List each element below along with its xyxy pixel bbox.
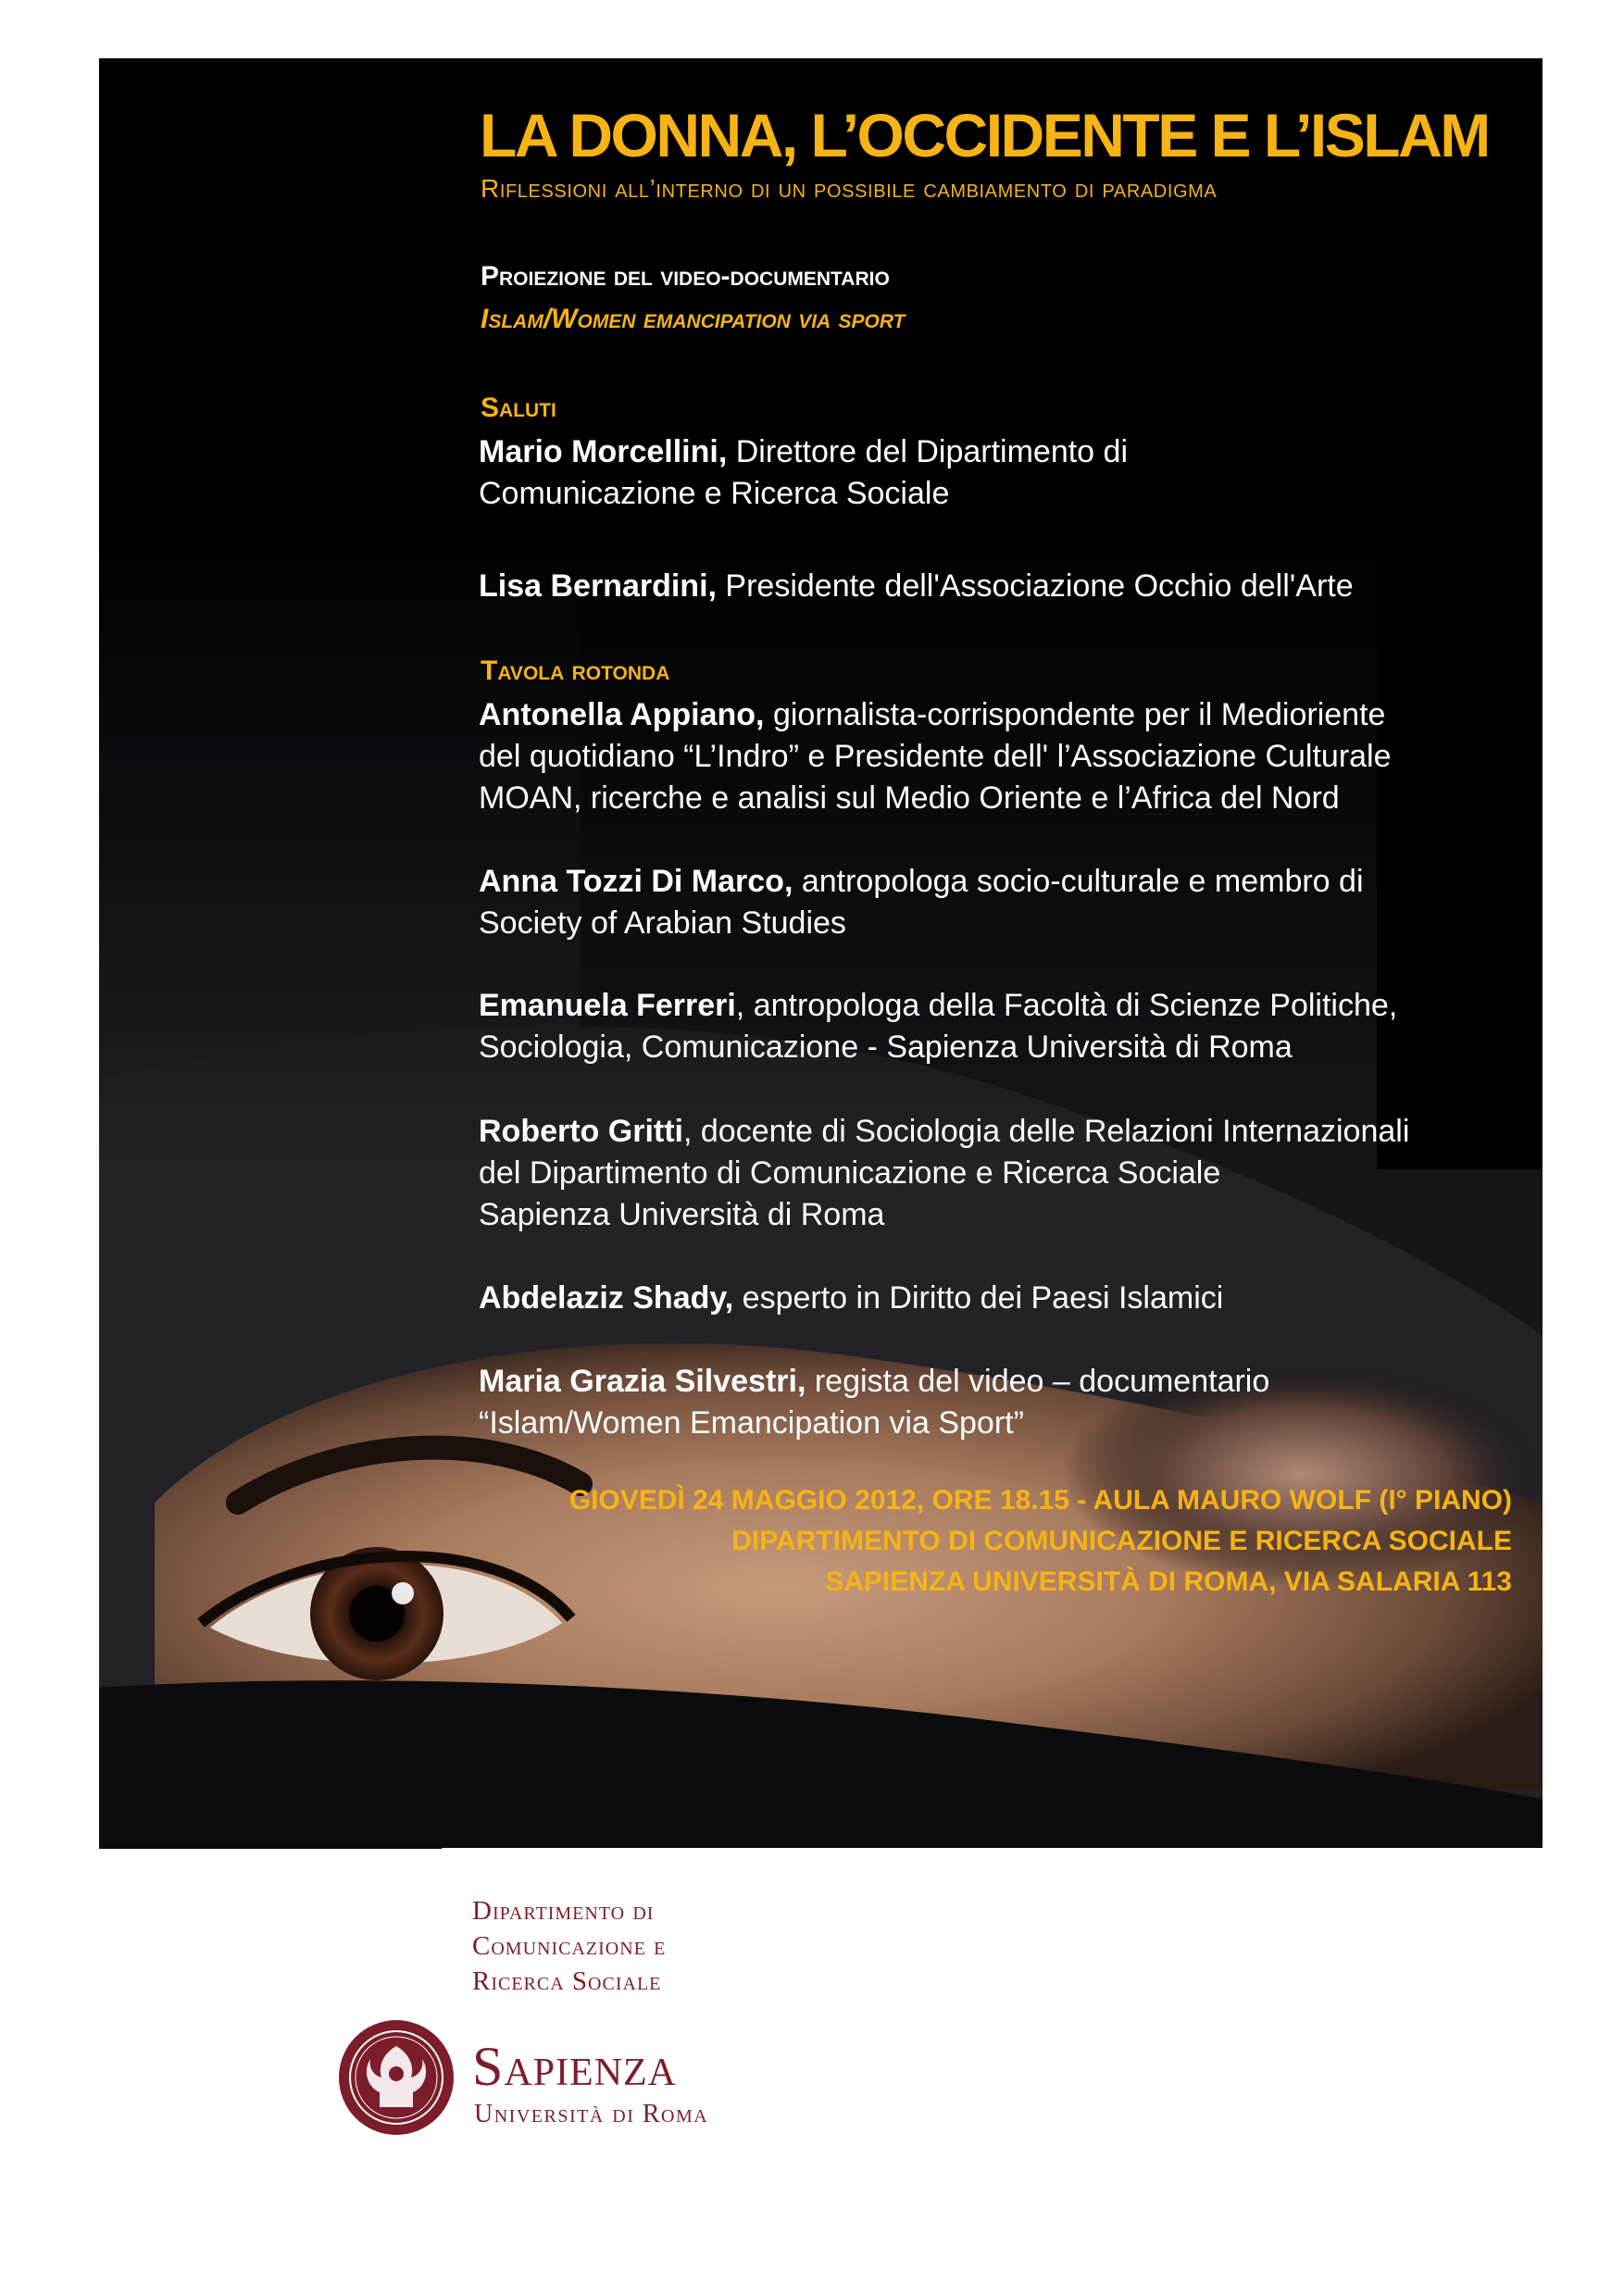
speaker-role: regista del video – documentario	[806, 1364, 1270, 1399]
university-subtitle: Università di Roma	[474, 2100, 709, 2128]
event-address: SAPIENZA UNIVERSITÀ DI ROMA, VIA SALARIA 113	[825, 1566, 1512, 1597]
speaker-role: , docente di Sociologia delle Relazioni Internazionali	[682, 1114, 1410, 1149]
speaker-shady	[479, 1278, 1497, 1319]
speaker-silvestri	[479, 1361, 1497, 1444]
screening-heading: Proiezione del video-documentario	[481, 261, 890, 292]
event-date-time: GIOVEDÌ 24 MAGGIO 2012, ORE 18.15 - AULA MAURO WOLF (I° PIANO)	[568, 1485, 1512, 1516]
tavola-heading: Tavola rotonda	[481, 655, 670, 686]
speaker-name: Abdelaziz Shady,	[479, 1280, 734, 1316]
speaker-role: Sociologia, Comunicazione - Sapienza Università di Roma	[479, 1029, 1293, 1065]
speaker-role: Direttore del Dipartimento di	[727, 434, 1129, 469]
event-venue: DIPARTIMENTO DI COMUNICAZIONE E RICERCA SOCIALE	[731, 1526, 1512, 1556]
speaker-bernardini	[479, 566, 1497, 607]
speaker-role: giornalista-corrispondente per il Medioriente	[764, 697, 1386, 732]
speaker-tozzi	[479, 861, 1497, 944]
speaker-appiano	[479, 694, 1497, 819]
speaker-role: Society of Arabian Studies	[479, 905, 846, 941]
dept-line-1: Dipartimento di	[472, 1896, 655, 1926]
speaker-role: Sapienza Università di Roma	[479, 1197, 885, 1232]
speaker-name: Roberto Gritti	[479, 1114, 683, 1149]
speaker-role: del Dipartimento di Comunicazione e Ricerca Sociale	[479, 1155, 1221, 1191]
dept-line-2: Comunicazione e	[472, 1931, 667, 1961]
dept-line-3: Ricerca Sociale	[472, 1966, 662, 1996]
film-title: Islam/Women emancipation via sport	[481, 304, 906, 334]
speaker-role: del quotidiano “L’Indro” e Presidente dell' l’Associazione Culturale	[479, 739, 1392, 774]
speaker-role: esperto in Diritto dei Paesi Islamici	[733, 1280, 1224, 1316]
speaker-gritti	[479, 1111, 1497, 1236]
speaker-role: Presidente dell'Associazione Occhio dell'Arte	[716, 568, 1354, 604]
poster-title: LA DONNA, L’OCCIDENTE E L’ISLAM	[480, 101, 1489, 169]
speaker-role: “Islam/Women Emancipation via Sport”	[479, 1405, 1024, 1441]
speaker-role: , antropologa della Facoltà di Scienze Politiche,	[735, 988, 1398, 1023]
speaker-ferreri	[479, 985, 1497, 1068]
saluti-heading: Saluti	[481, 393, 556, 423]
sapienza-seal-icon	[337, 2018, 456, 2137]
speaker-name: Mario Morcellini,	[479, 434, 728, 469]
speaker-name: Anna Tozzi Di Marco,	[479, 864, 793, 899]
speaker-name: Emanuela Ferreri	[479, 988, 736, 1023]
poster-subtitle: Riflessioni all’interno di un possibile cambiamento di paradigma	[481, 174, 1218, 203]
speaker-morcellini	[479, 431, 1497, 515]
speaker-name: Maria Grazia Silvestri,	[479, 1364, 806, 1399]
speaker-name: Lisa Bernardini,	[479, 568, 717, 604]
speaker-role: antropologa socio-culturale e membro di	[793, 864, 1364, 899]
speaker-name: Antonella Appiano,	[479, 697, 765, 732]
speaker-role: Comunicazione e Ricerca Sociale	[479, 476, 950, 511]
speaker-role: MOAN, ricerche e analisi sul Medio Oriente e l’Africa del Nord	[479, 780, 1340, 816]
university-name	[472, 2035, 677, 2099]
university-name-text: Sapienza	[472, 2036, 678, 2097]
